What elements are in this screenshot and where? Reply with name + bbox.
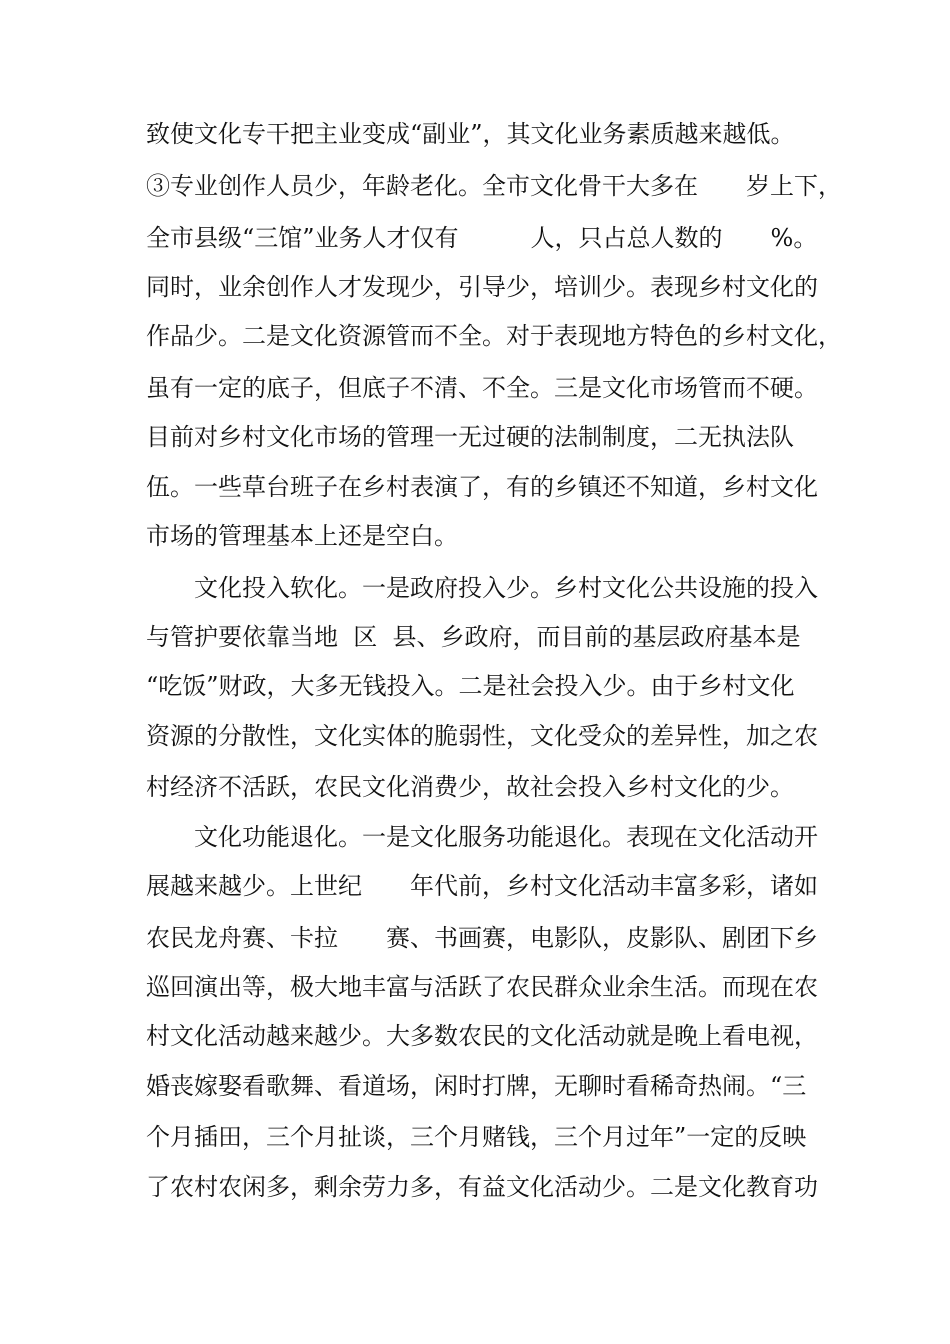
text-line: 个月插田，三个月扯谈，三个月赌钱，三个月过年”一定的反映 (146, 1123, 807, 1151)
text-line: 同时，业余创作人才发现少，引导少，培训少。表现乡村文化的 (146, 273, 818, 301)
text-line: 农民龙舟赛、卡拉 赛、书画赛，电影队，皮影队、剧团下乡 (146, 924, 818, 952)
text-line: 全市县级“三馆”业务人才仅有 人，只占总人数的 %。 (146, 224, 818, 252)
text-line: 展越来越少。上世纪 年代前，乡村文化活动丰富多彩，诸如 (146, 872, 818, 900)
text-line: 婚丧嫁娶看歌舞、看道场，闲时打牌，无聊时看稀奇热闹。“三 (146, 1072, 807, 1100)
text-line: 文化投入软化。一是政府投入少。乡村文化公共设施的投入 (146, 574, 818, 602)
text-line: ③专业创作人员少，年龄老化。全市文化骨干大多在 岁上下， (146, 172, 842, 200)
text-line: 伍。一些草台班子在乡村表演了，有的乡镇还不知道，乡村文化 (146, 473, 818, 501)
text-line: 作品少。二是文化资源管而不全。对于表现地方特色的乡村文化， (146, 322, 842, 350)
text-line: 目前对乡村文化市场的管理一无过硬的法制制度，二无执法队 (146, 423, 794, 451)
text-line: 巡回演出等，极大地丰富与活跃了农民群众业余生活。而现在农 (146, 973, 818, 1001)
text-line: 资源的分散性，文化实体的脆弱性，文化受众的差异性，加之农 (146, 722, 818, 750)
text-line: 文化功能退化。一是文化服务功能退化。表现在文化活动开 (146, 823, 818, 851)
text-line: “吃饭”财政，大多无钱投入。二是社会投入少。由于乡村文化 (146, 672, 795, 700)
text-line: 村经济不活跃，农民文化消费少，故社会投入乡村文化的少。 (146, 773, 794, 801)
text-line: 了农村农闲多，剩余劳力多，有益文化活动少。二是文化教育功 (146, 1173, 818, 1201)
text-line: 虽有一定的底子，但底子不清、不全。三是文化市场管而不硬。 (146, 374, 818, 402)
text-line: 村文化活动越来越少。大多数农民的文化活动就是晚上看电视， (146, 1022, 818, 1050)
text-line: 致使文化专干把主业变成“副业”，其文化业务素质越来越低。 (146, 120, 795, 148)
text-line: 市场的管理基本上还是空白。 (146, 522, 458, 550)
text-line: 与管护要依靠当地 区 县、乡政府，而目前的基层政府基本是 (146, 623, 801, 651)
